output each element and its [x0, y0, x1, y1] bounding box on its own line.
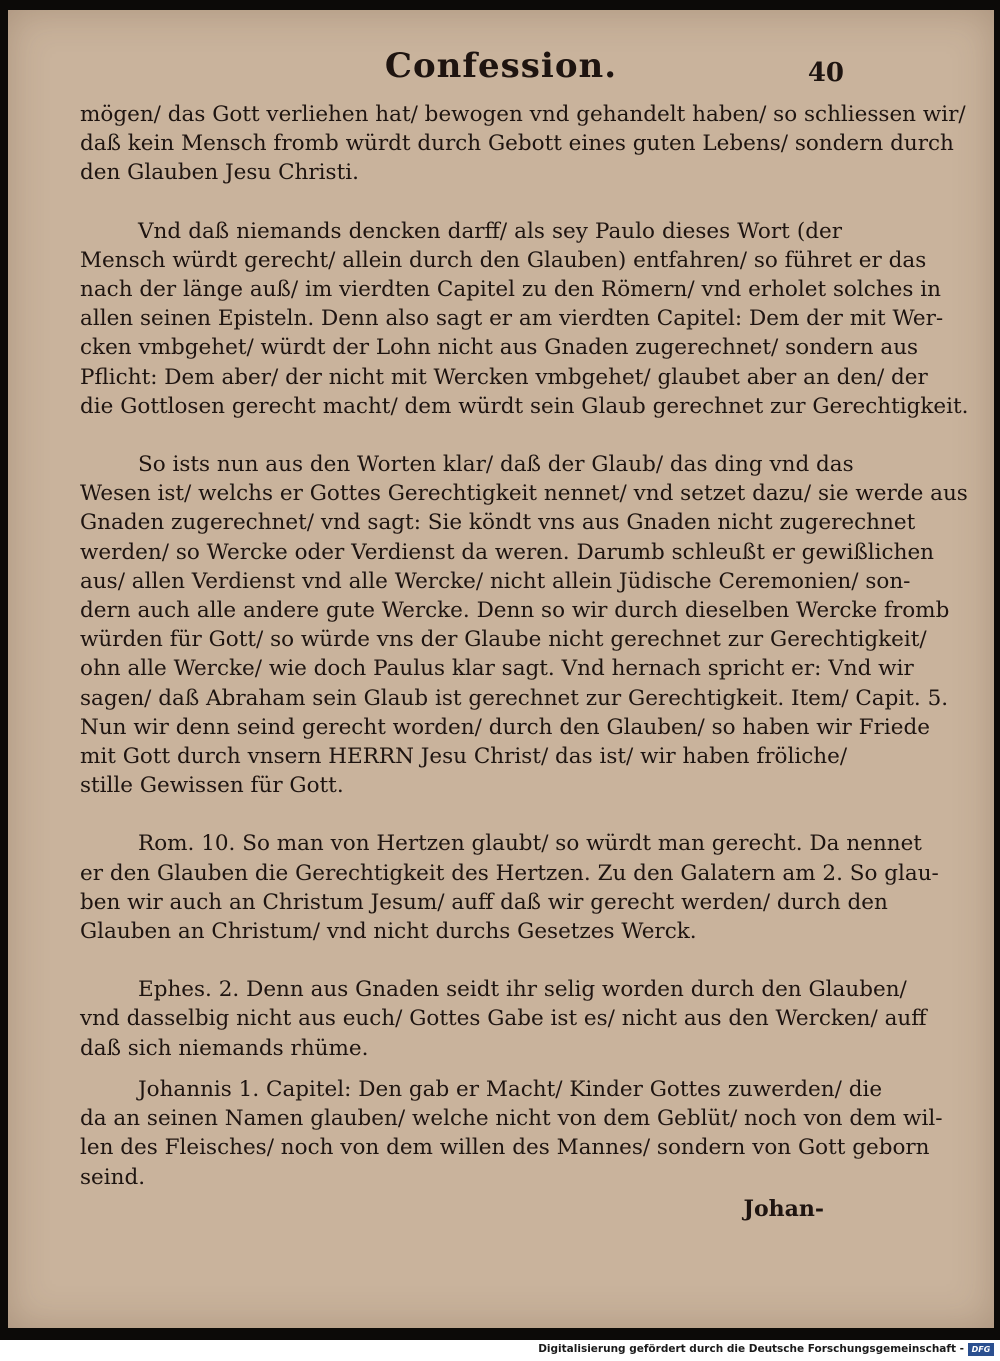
text-line: daß kein Mensch fromb würdt durch Gebott eines guten Lebens/ sondern durch — [80, 131, 954, 157]
paragraph-2 — [80, 217, 969, 421]
text-line: daß sich niemands rhüme. — [80, 1035, 369, 1061]
text-line: vnd dasselbig nicht aus euch/ Gottes Gabe ist es/ nicht aus den Wercken/ auff — [80, 1006, 927, 1032]
text-line: da an seinen Namen glauben/ welche nicht von dem Geblüt/ noch von dem wil- — [80, 1106, 943, 1132]
text-line: er den Glauben die Gerechtigkeit des Hertzen. Zu den Galatern am 2. So glau- — [80, 860, 939, 886]
text-line: dern auch alle andere gute Wercke. Denn so wir durch dieselben Wercke fromb — [80, 598, 950, 624]
paragraph-4 — [80, 829, 939, 946]
text-line: würden für Gott/ so würde vns der Glaube nicht gerechnet zur Gerechtigkeit/ — [80, 627, 927, 653]
text-line: Pflicht: Dem aber/ der nicht mit Wercken vmbgehet/ glaubet aber an den/ der — [80, 364, 928, 390]
text-line: seind. — [80, 1164, 146, 1190]
text-line: ben wir auch an Christum Jesum/ auff daß wir gerecht werden/ durch den — [80, 889, 888, 915]
digitization-footer — [0, 1340, 1000, 1361]
text-line: cken vmbgehet/ würdt der Lohn nicht aus Gnaden zugerechnet/ sondern aus — [80, 335, 919, 361]
text-line: Vnd daß niemands dencken darff/ als sey Paulo dieses Wort (der — [138, 218, 842, 244]
text-line: Johannis 1. Capitel: Den gab er Macht/ Kinder Gottes zuwerden/ die — [138, 1076, 883, 1102]
text-line: Wesen ist/ welchs er Gottes Gerechtigkeit nennet/ vnd setzet dazu/ sie werde aus — [80, 481, 968, 507]
text-line: So ists nun aus den Worten klar/ daß der Glaub/ das ding vnd das — [138, 452, 854, 478]
text-line: Ephes. 2. Denn aus Gnaden seidt ihr selig worden durch den Glauben/ — [138, 977, 907, 1003]
text-line: die Gottlosen gerecht macht/ dem würdt sein Glaub gerechnet zur Gerechtigkeit. — [80, 393, 969, 419]
funding-notice: Digitalisierung gefördert durch die Deutsche Forschungsgemeinschaft - — [538, 1343, 964, 1355]
paragraph-6 — [80, 1075, 943, 1192]
text-line: ohn alle Wercke/ wie doch Paulus klar sagt. Vnd hernach spricht er: Vnd wir — [80, 656, 914, 682]
text-line: aus/ allen Verdienst vnd alle Wercke/ nicht allein Jüdische Ceremonien/ son- — [80, 568, 911, 594]
text-line: Gnaden zugerechnet/ vnd sagt: Sie köndt vns aus Gnaden nicht zugerechnet — [80, 510, 916, 536]
text-line: den Glauben Jesu Christi. — [80, 160, 359, 186]
text-line: Glauben an Christum/ vnd nicht durchs Gesetzes Werck. — [80, 919, 697, 945]
catchword: Johan- — [743, 1196, 824, 1222]
text-line: nach der länge auß/ im vierdten Capitel zu den Römern/ vnd erholet solches in — [80, 277, 941, 303]
page-number: 40 — [807, 58, 844, 88]
paragraph-1 — [80, 100, 966, 188]
text-line: sagen/ daß Abraham sein Glaub ist gerechnet zur Gerechtigkeit. Item/ Capit. 5. — [80, 685, 949, 711]
page-header — [8, 46, 994, 96]
text-line: allen seinen Episteln. Denn also sagt er am vierdten Capitel: Dem der mit Wer- — [80, 306, 944, 332]
text-line: Nun wir denn seind gerecht worden/ durch den Glauben/ so haben wir Friede — [80, 714, 930, 740]
running-title: Confession. — [384, 46, 618, 86]
paragraph-3 — [80, 450, 968, 800]
text-line: len des Fleisches/ noch von dem willen des Mannes/ sondern von Gott geborn — [80, 1135, 930, 1161]
text-line: mit Gott durch vnsern HERRN Jesu Christ/ das ist/ wir haben fröliche/ — [80, 744, 848, 770]
text-line: Mensch würdt gerecht/ allein durch den Glauben) entfahren/ so führet er das — [80, 247, 927, 273]
text-line: Rom. 10. So man von Hertzen glaubt/ so würdt man gerecht. Da nennet — [138, 831, 922, 857]
dfg-logo-icon: DFG — [968, 1343, 994, 1356]
text-line: stille Gewissen für Gott. — [80, 773, 344, 799]
body-text — [80, 100, 969, 1192]
book-page — [8, 10, 994, 1328]
text-line: werden/ so Wercke oder Verdienst da weren. Darumb schleußt er gewißlichen — [80, 539, 935, 565]
paragraph-5 — [80, 975, 927, 1063]
text-line: mögen/ das Gott verliehen hat/ bewogen vnd gehandelt haben/ so schliessen wir/ — [80, 102, 966, 127]
